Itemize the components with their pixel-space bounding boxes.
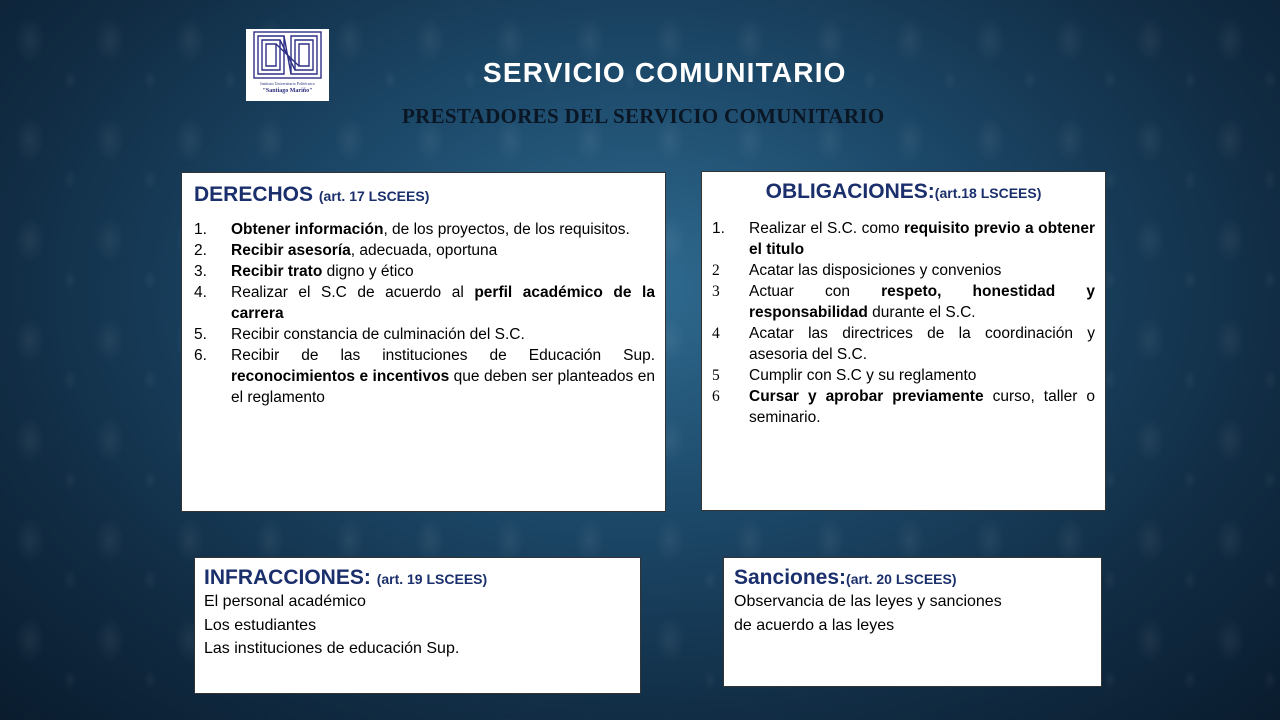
obligaciones-list — [712, 218, 1095, 428]
slide-subtitle: PRESTADORES DEL SERVICIO COMUNITARIO — [402, 104, 885, 128]
sanciones-line: Observancia de las leyes y sanciones — [734, 593, 1002, 610]
sanciones-heading — [734, 566, 1091, 590]
logo-line-1: Instituto Universitario Politécnico — [260, 81, 315, 86]
derechos-item-segment: Recibir trato — [231, 263, 323, 280]
obligaciones-heading-colon: : — [927, 180, 935, 203]
derechos-item-segment: , de los proyectos, de los requisitos. — [383, 221, 630, 238]
sanciones-heading-colon: : — [839, 566, 847, 589]
derechos-item-number: 4. — [194, 284, 207, 301]
infracciones-heading-text: INFRACCIONES — [204, 566, 364, 589]
derechos-item-segment: Realizar el S.C de acuerdo al — [231, 284, 475, 301]
obligaciones-item-number: 1. — [712, 220, 725, 237]
obligaciones-item-text — [749, 281, 1095, 323]
obligaciones-item — [712, 386, 1095, 428]
obligaciones-item-text — [749, 365, 1095, 386]
obligaciones-item-segment: curso, taller o seminario. — [749, 388, 1095, 426]
obligaciones-item — [712, 281, 1095, 323]
derechos-item-segment: Recibir de las instituciones de Educación Sup. — [231, 347, 655, 364]
derechos-item-segment: Recibir asesoría — [231, 242, 351, 259]
obligaciones-item-segment: respeto, honestidad y responsabilidad — [749, 283, 1096, 321]
derechos-item-segment: , adecuada, oportuna — [350, 242, 498, 259]
derechos-item — [194, 219, 655, 240]
obligaciones-item — [712, 323, 1095, 365]
derechos-item-segment: que deben ser planteados en el reglamento — [231, 368, 655, 406]
sanciones-box — [723, 557, 1102, 687]
derechos-item-text — [231, 240, 655, 261]
slide-title: SERVICIO COMUNITARIO — [483, 57, 847, 88]
obligaciones-item-number: 2 — [712, 262, 720, 279]
infracciones-reference: (art. 19 LSCEES) — [376, 571, 488, 587]
derechos-item — [194, 282, 655, 324]
derechos-heading-text: DERECHOS — [194, 183, 314, 206]
obligaciones-item — [712, 365, 1095, 386]
infracciones-heading-colon: : — [363, 566, 371, 589]
derechos-item-text — [231, 345, 655, 408]
obligaciones-item-segment: requisito previo a obtener el titulo — [749, 220, 1095, 258]
obligaciones-item-segment: Actuar con — [749, 283, 882, 300]
obligaciones-item-text — [749, 260, 1095, 281]
infracciones-lines — [204, 590, 630, 661]
obligaciones-item-number: 5 — [712, 367, 720, 384]
obligaciones-heading-text: OBLIGACIONES — [765, 180, 928, 203]
obligaciones-item — [712, 260, 1095, 281]
derechos-item-number: 3. — [194, 263, 207, 280]
obligaciones-item-segment: durante el S.C. — [867, 304, 976, 321]
derechos-item-segment: perfil académico de la carrera — [231, 284, 655, 322]
obligaciones-heading — [712, 180, 1095, 204]
logo-line-2: "Santiago Mariño" — [262, 88, 313, 94]
infracciones-box — [194, 557, 641, 694]
obligaciones-item-segment: Acatar las disposiciones y convenios — [749, 262, 1002, 279]
obligaciones-item-text — [749, 386, 1095, 428]
derechos-item-segment: Obtener información — [231, 221, 384, 238]
institute-logo — [246, 29, 329, 101]
derechos-box — [181, 172, 666, 512]
obligaciones-box — [701, 171, 1106, 511]
derechos-list — [194, 219, 655, 408]
obligaciones-item-number: 3 — [712, 283, 720, 300]
obligaciones-item-segment: Cumplir con S.C y su reglamento — [749, 367, 977, 384]
obligaciones-item — [712, 218, 1095, 260]
sanciones-heading-text: Sanciones — [734, 566, 840, 589]
infracciones-line: El personal académico — [204, 593, 366, 610]
institute-logo-icon — [246, 29, 329, 81]
derechos-item-text — [231, 261, 655, 282]
derechos-item-number: 5. — [194, 326, 207, 343]
obligaciones-item-text — [749, 218, 1095, 260]
derechos-heading — [194, 183, 655, 207]
derechos-item-number: 1. — [194, 221, 207, 238]
obligaciones-item-segment: Realizar el S.C. como — [749, 220, 905, 237]
derechos-item-text — [231, 324, 655, 345]
derechos-reference: (art. 17 LSCEES) — [318, 188, 430, 204]
derechos-item — [194, 345, 655, 408]
sanciones-reference: (art. 20 LSCEES) — [846, 571, 957, 587]
obligaciones-item-segment: Acatar las directrices de la coordinación y asesoria del S.C. — [749, 325, 1095, 363]
sanciones-lines — [734, 590, 1091, 637]
derechos-item — [194, 261, 655, 282]
sanciones-line: de acuerdo a las leyes — [734, 616, 895, 634]
derechos-item-segment: Recibir constancia de culminación del S.C. — [231, 326, 525, 343]
derechos-item-segment: reconocimientos e incentivos — [231, 368, 450, 385]
derechos-item — [194, 324, 655, 345]
infracciones-heading — [204, 566, 630, 590]
derechos-item-number: 2. — [194, 242, 207, 259]
derechos-item-text — [231, 219, 655, 240]
infracciones-line: Las instituciones de educación Sup. — [204, 640, 460, 657]
obligaciones-item-number: 6 — [712, 388, 720, 405]
infracciones-line: Los estudiantes — [204, 616, 317, 634]
obligaciones-item-text — [749, 323, 1095, 365]
derechos-item-segment: digno y ético — [322, 263, 414, 280]
obligaciones-item-segment: Cursar y aprobar previamente — [749, 388, 984, 405]
derechos-item — [194, 240, 655, 261]
obligaciones-reference: (art.18 LSCEES) — [934, 185, 1042, 201]
obligaciones-item-number: 4 — [712, 325, 720, 342]
derechos-item-number: 6. — [194, 347, 207, 364]
derechos-item-text — [231, 282, 655, 324]
